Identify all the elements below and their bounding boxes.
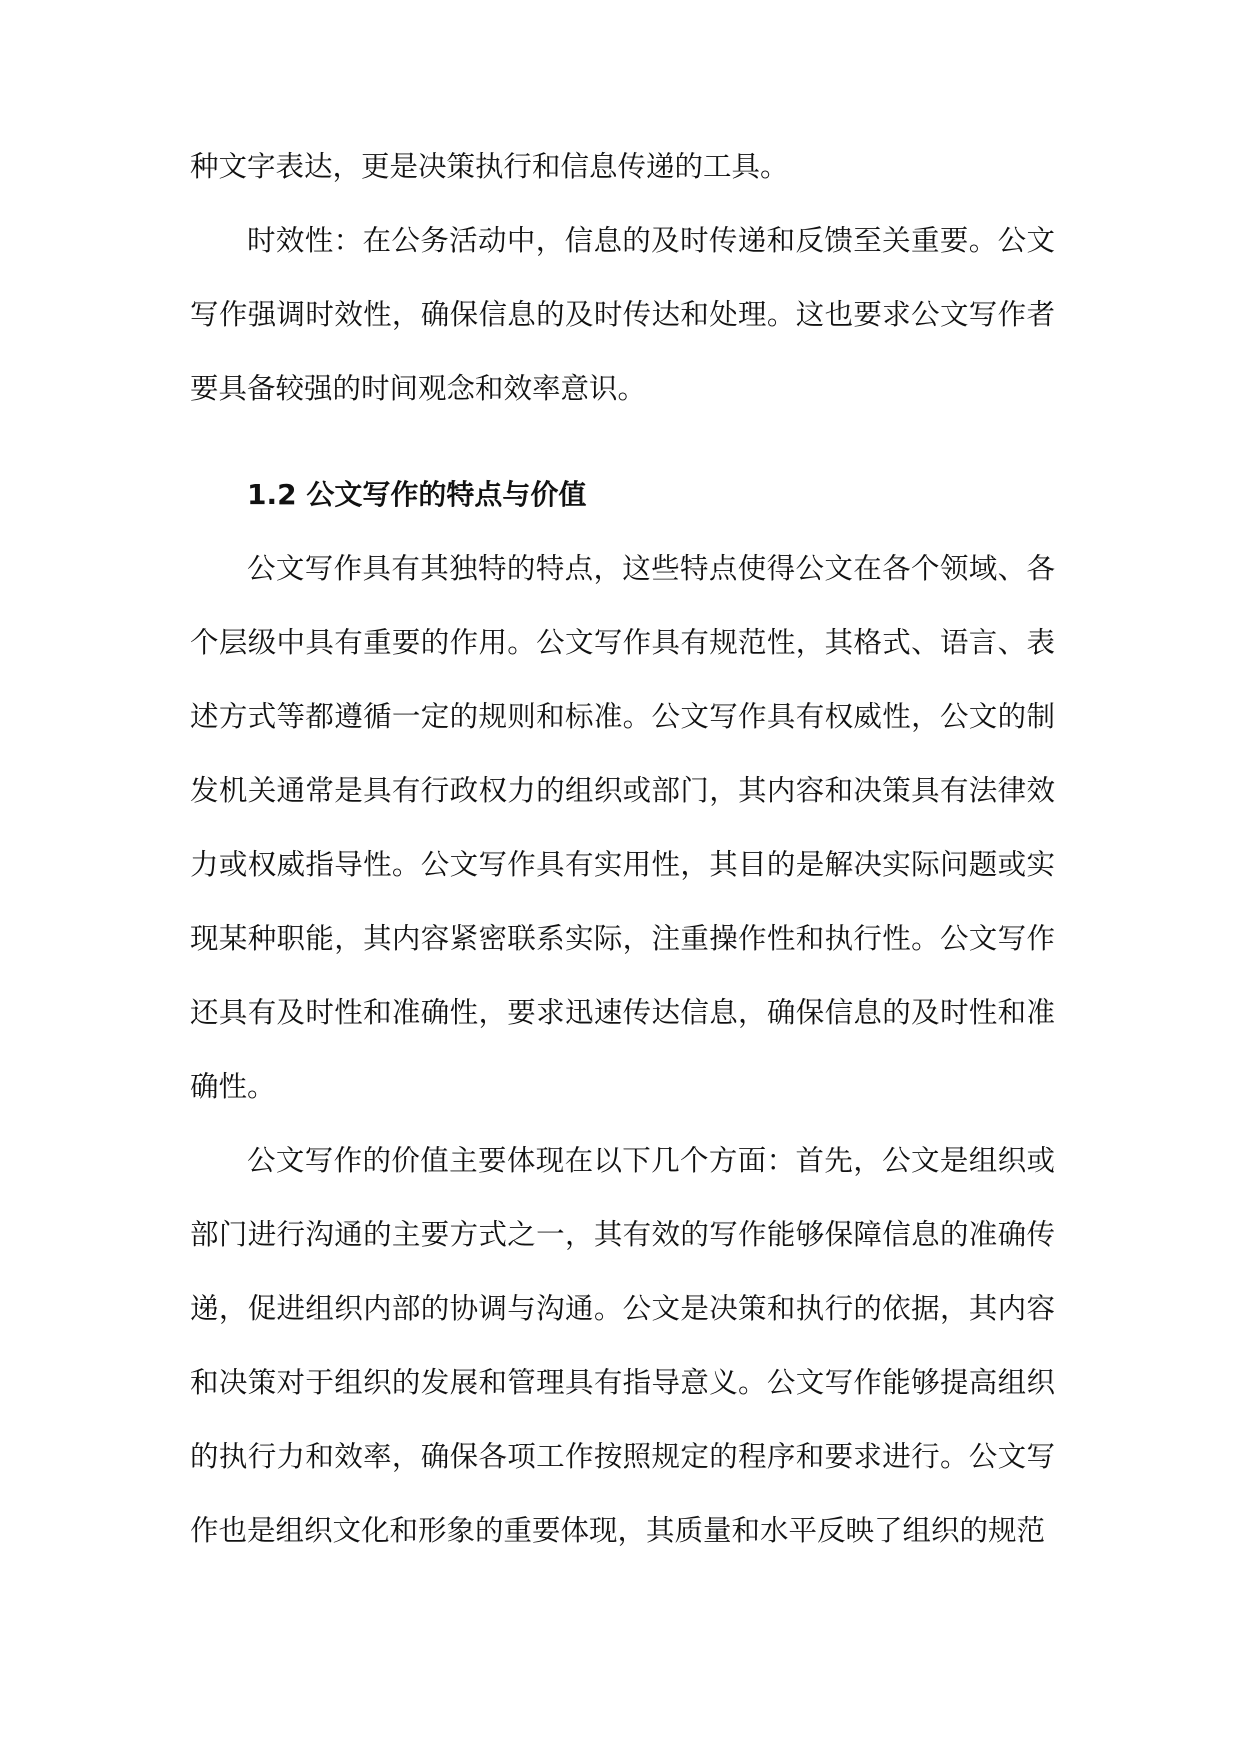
- document-page: [190, 130, 1055, 1568]
- section-heading: 1.2 公文写作的特点与价值: [247, 478, 587, 511]
- paragraph-continuation: 种文字表达，更是决策执行和信息传递的工具。: [190, 150, 789, 183]
- paragraph-timeliness: 时效性：在公务活动中，信息的及时传递和反馈至关重要。公文写作强调时效性，确保信息的及时传达和处理。这也要求公文写作者要具备较强的时间观念和效率意识。: [190, 224, 1055, 405]
- paragraph-features: 公文写作具有其独特的特点，这些特点使得公文在各个领域、各个层级中具有重要的作用。公文写作具有规范性，其格式、语言、表述方式等都遵循一定的规则和标准。公文写作具有权威性，公文的制发机关通常是具有行政权力的组织或部门，其内容和决策具有法律效力或权威指导性。公文写作具有实用性，其目的是解决实际问题或实现某种职能，其内容紧密联系实际，注重操作性和执行性。公文写作还具有及时性和准确性，要求迅速传达信息，确保信息的及时性和准确性。: [190, 552, 1055, 1103]
- paragraph-value: 公文写作的价值主要体现在以下几个方面：首先，公文是组织或部门进行沟通的主要方式之一，其有效的写作能够保障信息的准确传递，促进组织内部的协调与沟通。公文是决策和执行的依据，其内容和决策对于组织的发展和管理具有指导意义。公文写作能够提高组织的执行力和效率，确保各项工作按照规定的程序和要求进行。公文写作也是组织文化和形象的重要体现，其质量和水平反映了组织的规范: [190, 1144, 1055, 1547]
